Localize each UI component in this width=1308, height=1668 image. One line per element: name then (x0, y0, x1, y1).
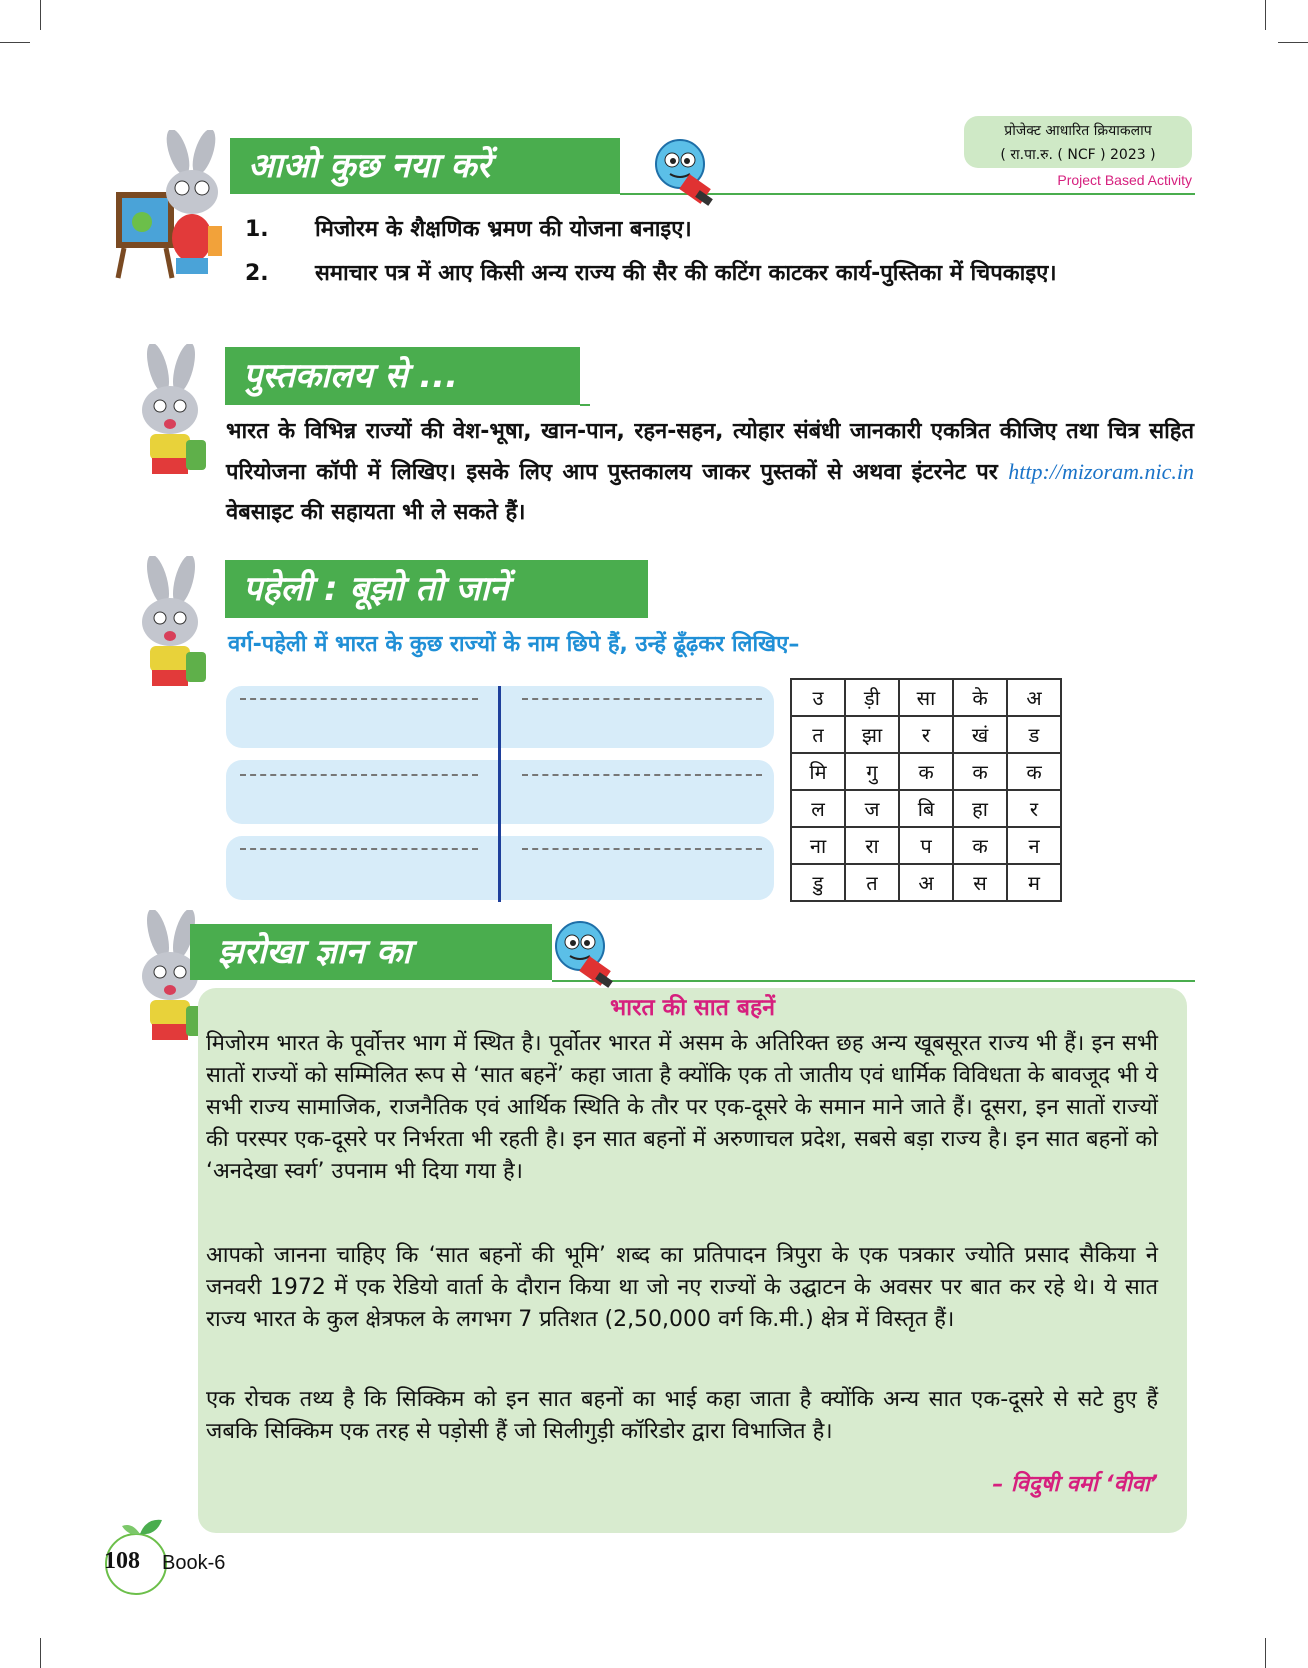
section-rule (580, 404, 590, 406)
answer-blank[interactable] (522, 774, 762, 776)
grid-cell: रा (845, 827, 899, 864)
list-item-number: 1. (245, 217, 269, 242)
answer-blank[interactable] (240, 848, 478, 850)
library-paragraph (226, 412, 1194, 533)
answer-divider (498, 686, 501, 902)
grid-cell: क (953, 827, 1007, 864)
grid-cell: उ (791, 679, 845, 716)
list-item (245, 252, 1200, 296)
grid-row (791, 679, 1061, 716)
grid-cell: क (899, 753, 953, 790)
bulb-mascot-icon (552, 916, 622, 996)
section-title-banner (225, 347, 580, 405)
grid-cell: गु (845, 753, 899, 790)
crop-mark (0, 42, 30, 43)
book-name: Book-6 (162, 1552, 226, 1574)
grid-row (791, 790, 1061, 827)
grid-row (791, 753, 1061, 790)
grid-row (791, 716, 1061, 753)
website-link[interactable]: http://mizoram.nic.in (1008, 459, 1194, 484)
section-title-banner (190, 924, 552, 980)
grid-cell: मि (791, 753, 845, 790)
grid-cell: स (953, 864, 1007, 901)
puzzle-instruction: वर्ग-पहेली में भारत के कुछ राज्यों के नाम छिपे हैं, उन्हें ढूँढ़कर लिखिए– (228, 632, 800, 657)
section-title-banner (230, 138, 620, 194)
grid-cell: क (1007, 753, 1061, 790)
panel-paragraph: एक रोचक तथ्य है कि सिक्किम को इन सात बहनों का भाई कहा जाता है क्योंकि अन्य सात एक-दूसरे से सटे हुए हैं जबकि सिक्किम एक तरह से पड़ोसी हैं जो सिलीगुड़ी कॉरिडोर द्वारा विभाजित है। (206, 1387, 1158, 1444)
grid-cell: म (1007, 864, 1061, 901)
grid-cell: र (899, 716, 953, 753)
rabbit-painter-icon (112, 130, 228, 280)
panel-paragraph: आपको जानना चाहिए कि ‘सात बहनों की भूमि’ शब्द का प्रतिपादन त्रिपुरा के एक पत्रकार ज्योति प्रसाद सैकिया ने जनवरी 1972 में एक रेडियो वार्ता के दौरान किया था जो नए राज्यों के उद्घाटन के अवसर पर बात कर रहे थे। ये सात राज्य भारत के कुल क्षेत्रफल के लगभग 7 प्रतिशत (2,50,000 वर्ग कि.मी.) क्षेत्र में विस्तृत हैं। (206, 1243, 1158, 1332)
grid-cell: ल (791, 790, 845, 827)
answer-blank[interactable] (240, 698, 478, 700)
crop-mark (40, 1638, 41, 1668)
grid-cell: ड (1007, 716, 1061, 753)
answer-blank[interactable] (240, 774, 478, 776)
grid-row (791, 827, 1061, 864)
list-item-number: 2. (245, 261, 269, 286)
author-credit: – विदुषी वर्मा ‘वीवा’ (992, 1472, 1158, 1497)
answer-blank[interactable] (522, 698, 762, 700)
grid-cell: डु (791, 864, 845, 901)
project-activity-tag (964, 116, 1192, 168)
rabbit-thinking-icon (118, 556, 218, 696)
section-rule (552, 980, 1195, 982)
list-item (245, 208, 1200, 252)
grid-cell: झा (845, 716, 899, 753)
grid-cell: अ (1007, 679, 1061, 716)
tag-hindi-line1: प्रोजेक्ट आधारित क्रियाकलाप (1004, 123, 1152, 139)
bulb-mascot-icon (652, 134, 722, 214)
grid-cell: त (791, 716, 845, 753)
word-search-grid (790, 678, 1062, 902)
grid-cell: ड़ी (845, 679, 899, 716)
list-item-text: मिजोरम के शैक्षणिक भ्रमण की योजना बनाइए। (315, 217, 692, 242)
page-number: 108 (104, 1548, 140, 1574)
panel-title: भारत की सात बहनें (609, 995, 775, 1021)
grid-cell: र (1007, 790, 1061, 827)
grid-cell: क (953, 753, 1007, 790)
grid-cell: अ (899, 864, 953, 901)
grid-cell: बि (899, 790, 953, 827)
rabbit-reading-icon (118, 344, 218, 484)
section1-title: आओ कुछ नया करें (248, 146, 491, 186)
crop-mark (40, 0, 41, 30)
list-item-text: समाचार पत्र में आए किसी अन्य राज्य की सैर की कटिंग काटकर कार्य-पुस्तिका में चिपकाइए। (315, 261, 1057, 286)
section2-title: पुस्तकालय से ... (243, 356, 459, 396)
crop-mark (1265, 1638, 1266, 1668)
grid-row (791, 864, 1061, 901)
answer-blank[interactable] (522, 848, 762, 850)
grid-cell: ना (791, 827, 845, 864)
grid-cell: खं (953, 716, 1007, 753)
library-text-end: वेबसाइट की सहायता भी ले सकते हैं। (226, 500, 526, 525)
tag-english: Project Based Activity (1057, 172, 1192, 188)
activity-list (245, 208, 1200, 296)
grid-cell: त (845, 864, 899, 901)
grid-cell: के (953, 679, 1007, 716)
grid-cell: सा (899, 679, 953, 716)
section3-title: पहेली : बूझो तो जानें (243, 569, 509, 609)
section-title-banner (225, 560, 648, 618)
grid-cell: न (1007, 827, 1061, 864)
panel-paragraph: मिजोरम भारत के पूर्वोत्तर भाग में स्थित है। पूर्वोतर भारत में असम के अतिरिक्त छह अन्य खूबसूरत राज्य भी हैं। इन सभी सातों राज्यों को सम्मिलित रूप से ‘सात बहनें’ कहा जाता है क्योंकि एक तो जातीय एवं धार्मिक विविधता के बावजूद भी ये सभी राज्य सामाजिक, राजनैतिक एवं आर्थिक स्थिति के तौर पर एक-दूसरे के समान माने जाते हैं। दूसरा, इन सातों राज्यों की परस्पर एक-दूसरे पर निर्भरता भी रहती है। इन सात बहनों में अरुणाचल प्रदेश, सबसे बड़ा राज्य है। इन सात बहनों को ‘अनदेखा स्वर्ग’ उपनाम भी दिया गया है। (206, 1031, 1158, 1184)
library-text: भारत के विभिन्न राज्यों की वेश-भूषा, खान-पान, रहन-सहन, त्योहार संबंधी जानकारी एकत्रित कीजिए तथा चित्र सहित परियोजना कॉपी में लिखिए। इसके लिए आप पुस्तकालय जाकर पुस्तकों से अथवा इंटरनेट पर (226, 419, 1194, 485)
grid-cell: हा (953, 790, 1007, 827)
crop-mark (1265, 0, 1266, 30)
grid-cell: ज (845, 790, 899, 827)
grid-cell: प (899, 827, 953, 864)
tag-hindi-line2: ( रा.पा.रु. ( NCF ) 2023 ) (1000, 147, 1156, 163)
section4-title: झरोखा ज्ञान का (218, 932, 412, 972)
crop-mark (1278, 42, 1308, 43)
